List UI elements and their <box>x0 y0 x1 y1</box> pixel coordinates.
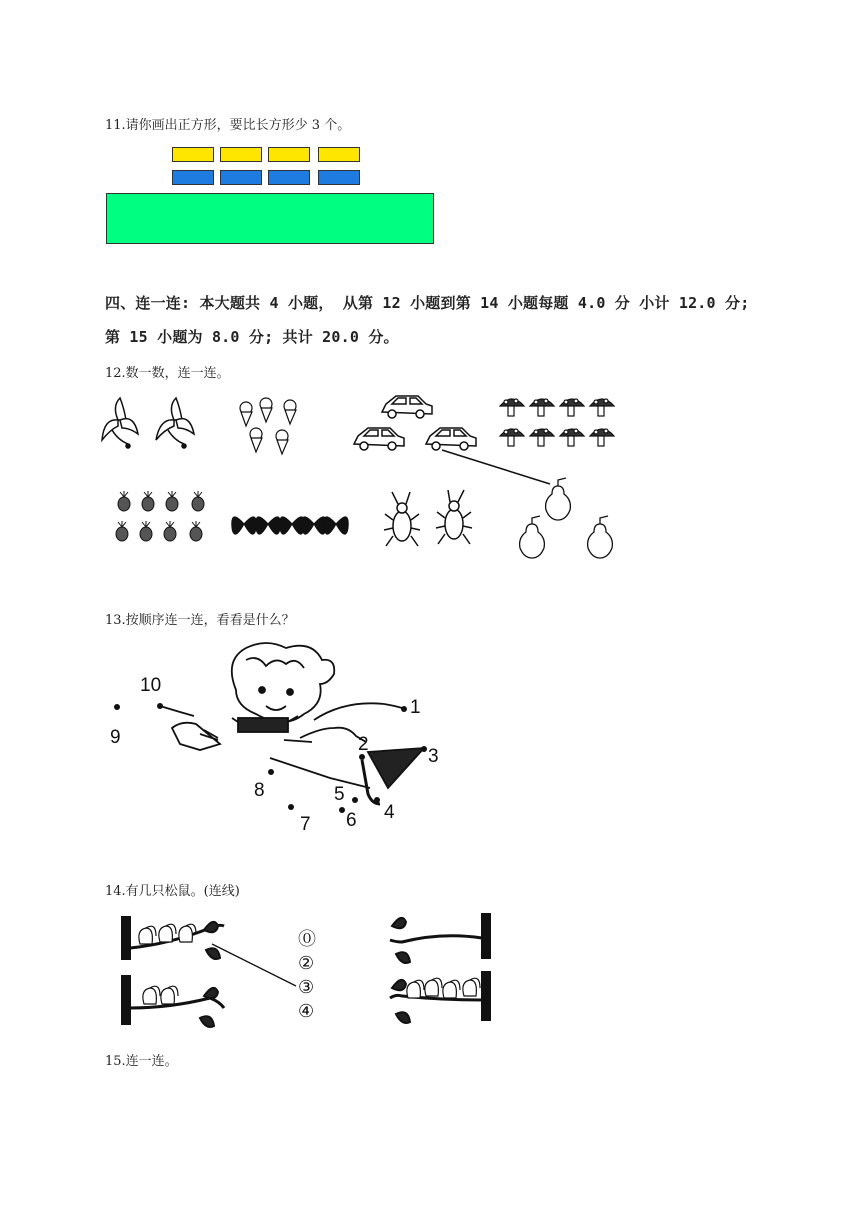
label-9: 9 <box>110 727 121 748</box>
label-7: 7 <box>300 814 311 835</box>
label-2: 2 <box>358 734 369 755</box>
q15-text: 15.连一连。 <box>105 1054 178 1069</box>
section-header-line2: 第 15 小题为 8.0 分; 共计 20.0 分。 <box>105 328 399 346</box>
right-branches <box>390 914 490 1023</box>
label-5: 5 <box>334 784 345 805</box>
option-3: ③ <box>298 977 315 997</box>
label-6: 6 <box>346 810 357 831</box>
label-8: 8 <box>254 780 265 801</box>
q12-text: 12.数一数，连一连。 <box>105 366 230 381</box>
label-4: 4 <box>384 802 395 823</box>
label-3: 3 <box>428 746 439 767</box>
option-2: ② <box>298 953 315 973</box>
left-branches <box>122 917 224 1027</box>
label-1: 1 <box>410 697 421 718</box>
label-10: 10 <box>140 675 162 696</box>
squirrel-icon <box>139 924 196 1004</box>
answer-line <box>212 944 296 986</box>
option-4: ④ <box>298 1001 315 1021</box>
q11-text: 11.请你画出正方形，要比长方形少 3 个。 <box>105 118 351 133</box>
q13-text: 13.按顺序连一连，看看是什么？ <box>105 613 295 628</box>
q14-text: 14.有几只松鼠。(连线) <box>105 884 240 899</box>
squirrel-icon <box>407 978 480 998</box>
section-header-line1: 四、连一连: 本大题共 4 小题， 从第 12 小题到第 14 小题每题 4.0 分 小计 12.0 分; <box>105 294 750 312</box>
option-0: ⓪ <box>298 929 316 949</box>
